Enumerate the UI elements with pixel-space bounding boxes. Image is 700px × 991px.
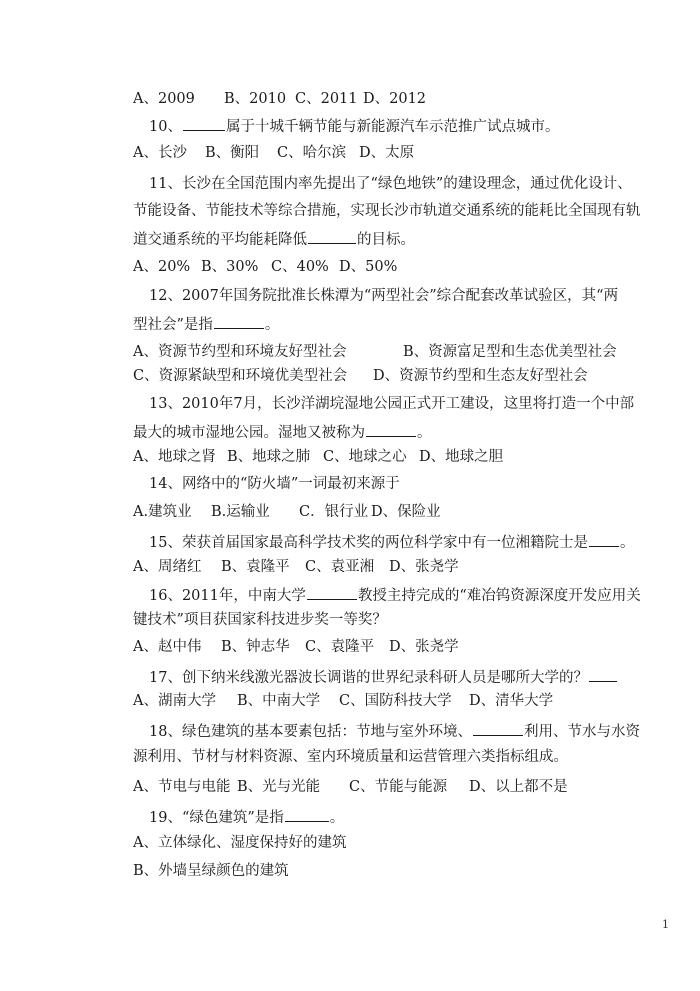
option-text: C、袁隆平 xyxy=(305,639,375,655)
question-text-rest: 。 xyxy=(329,810,345,826)
option-text: C、2011 xyxy=(295,91,358,107)
question-line xyxy=(0,284,700,308)
question-text: 节能设备、节能技术等综合措施，实现长沙市轨道交通系统的能耗比全国现有轨 xyxy=(133,203,641,219)
question-text-rest: 。 xyxy=(264,317,280,333)
question-text-start: 道交通系统的平均能耗降低 xyxy=(133,232,307,248)
question-line xyxy=(0,608,700,632)
answer-blank xyxy=(285,804,329,822)
question-text-rest: 利用、节水与水资 xyxy=(523,724,640,740)
question-line xyxy=(0,311,700,335)
answer-blank xyxy=(473,718,523,736)
answer-blank xyxy=(308,226,356,244)
option-text: A、资源节约型和环境友好型社会 xyxy=(133,344,347,360)
question-text-start: 最大的城市湿地公园。湿地又被称为 xyxy=(133,425,365,441)
option-text: C、地球之心 xyxy=(323,449,407,465)
option-text: A、长沙 xyxy=(133,145,187,161)
question-line xyxy=(0,472,700,496)
question-line xyxy=(0,226,700,250)
question-text-rest: 属于十城千辆节能与新能源汽车示范推广试点城市。 xyxy=(225,119,560,135)
option-text: C．银行业 xyxy=(299,504,369,520)
question-text-start: 型社会”是指 xyxy=(133,317,213,333)
option-text: A、地球之肾 xyxy=(133,449,216,465)
option-text: A、20% xyxy=(133,259,191,275)
answer-options-line xyxy=(0,255,700,279)
option-text: D、保险业 xyxy=(371,504,441,520)
question-line xyxy=(0,419,700,443)
question-text-rest: 的目标。 xyxy=(357,232,415,248)
option-text: B、袁隆平 xyxy=(221,559,290,575)
option-text: C、资源紧缺型和环境优美型社会 xyxy=(133,368,348,384)
answer-options-line xyxy=(0,340,700,364)
option-text: D、以上都不是 xyxy=(469,779,568,795)
option-text: C、节能与能源 xyxy=(349,779,448,795)
question-text-start: 18、绿色建筑的基本要素包括：节地与室外环境、 xyxy=(149,724,472,740)
option-text: B、30% xyxy=(201,259,259,275)
question-line xyxy=(0,172,700,196)
question-text: 键技术”项目获国家科技进步奖一等奖？ xyxy=(133,612,387,628)
page-number: 1 xyxy=(662,918,669,931)
question-line xyxy=(0,392,700,416)
option-text: D、50% xyxy=(339,259,398,275)
answer-blank xyxy=(214,311,264,329)
question-line xyxy=(0,199,700,223)
answer-options-line xyxy=(0,500,700,524)
option-text: B、2010 xyxy=(224,91,287,107)
option-text: C、国防科技大学 xyxy=(339,693,452,709)
question-text-start: 17、创下纳米线激光器波长调谐的世界纪录科研人员是哪所大学的？ xyxy=(149,670,588,686)
answer-options-line xyxy=(0,859,700,883)
question-line xyxy=(0,664,700,688)
option-text: D、2012 xyxy=(363,91,427,107)
option-text: B、资源富足型和生态优美型社会 xyxy=(403,344,617,360)
option-text: D、张尧学 xyxy=(389,559,459,575)
option-text: B、中南大学 xyxy=(237,693,321,709)
question-text-rest: 。 xyxy=(417,425,432,441)
answer-blank xyxy=(589,664,617,682)
question-text-start: 16、2011年，中南大学 xyxy=(149,588,306,604)
option-text: D、地球之胆 xyxy=(419,449,504,465)
option-text: C、袁亚湘 xyxy=(305,559,375,575)
question-text xyxy=(149,664,618,690)
option-text: D、清华大学 xyxy=(469,693,554,709)
answer-blank xyxy=(366,419,416,437)
answer-options-line xyxy=(0,635,700,659)
question-text xyxy=(133,311,279,337)
question-line xyxy=(0,718,700,742)
question-line xyxy=(0,582,700,606)
option-text: A、2009 xyxy=(133,91,195,107)
answer-options-line xyxy=(0,689,700,713)
option-text: A、湖南大学 xyxy=(133,693,216,709)
option-text: C、哈尔滨 xyxy=(277,145,347,161)
answer-options-line xyxy=(0,831,700,855)
question-text: 源利用、节材与材料资源、室内环境质量和运营管理六类指标组成。 xyxy=(133,749,568,765)
question-line xyxy=(0,745,700,769)
option-text: D、张尧学 xyxy=(389,639,459,655)
question-text xyxy=(133,419,432,445)
answer-options-line xyxy=(0,364,700,388)
answer-options-line xyxy=(0,87,700,111)
option-text: A、赵中伟 xyxy=(133,639,202,655)
question-text: 12、2007年国务院批准长株潭为“两型社会”综合配套改革试验区，其“两 xyxy=(149,288,619,304)
option-text: A、周绪红 xyxy=(133,559,202,575)
question-text: 13、2010年7月，长沙洋湖垸湿地公园正式开工建设，这里将打造一个中部 xyxy=(149,396,635,412)
question-text xyxy=(133,226,415,252)
question-text xyxy=(149,718,640,744)
question-line xyxy=(0,804,700,828)
question-text-start: 19、“绿色建筑”是指 xyxy=(149,810,284,826)
answer-options-line xyxy=(0,555,700,579)
option-text: B.运输业 xyxy=(211,504,270,520)
question-text: 14、网络中的“防火墙”一词最初来源于 xyxy=(149,476,400,492)
option-text: B、外墙呈绿颜色的建筑 xyxy=(133,863,289,879)
question-text-start: 15、荣获首届国家最高科学技术奖的两位科学家中有一位湘籍院士是 xyxy=(149,535,588,551)
answer-options-line xyxy=(0,775,700,799)
option-text: A、立体绿化、湿度保持好的建筑 xyxy=(133,835,347,851)
option-text: D、太原 xyxy=(359,145,415,161)
option-text: D、资源节约型和生态友好型社会 xyxy=(373,368,588,384)
answer-blank xyxy=(183,113,225,131)
question-line xyxy=(0,529,700,553)
option-text: B、钟志华 xyxy=(221,639,290,655)
question-text xyxy=(149,529,634,555)
option-text: C、40% xyxy=(271,259,329,275)
question-text: 11、长沙在全国范围内率先提出了“绿色地铁”的建设理念，通过优化设计、 xyxy=(149,176,632,192)
question-text-rest: 教授主持完成的“难冶钨资源深度开发应用关 xyxy=(357,588,641,604)
answer-options-line xyxy=(0,141,700,165)
question-number: 10、 xyxy=(149,119,182,135)
answer-blank xyxy=(307,582,357,600)
answer-options-line xyxy=(0,445,700,469)
question-text xyxy=(149,804,344,830)
answer-blank xyxy=(589,529,619,547)
question-text-rest: 。 xyxy=(619,535,635,551)
question-line xyxy=(0,113,700,137)
option-text: B、光与光能 xyxy=(237,779,321,795)
option-text: A.建筑业 xyxy=(133,504,192,520)
question-text xyxy=(149,582,641,608)
question-text xyxy=(149,113,559,139)
option-text: B、衡阳 xyxy=(205,145,260,161)
option-text: B、地球之肺 xyxy=(227,449,311,465)
option-text: A、节电与电能 xyxy=(133,779,231,795)
